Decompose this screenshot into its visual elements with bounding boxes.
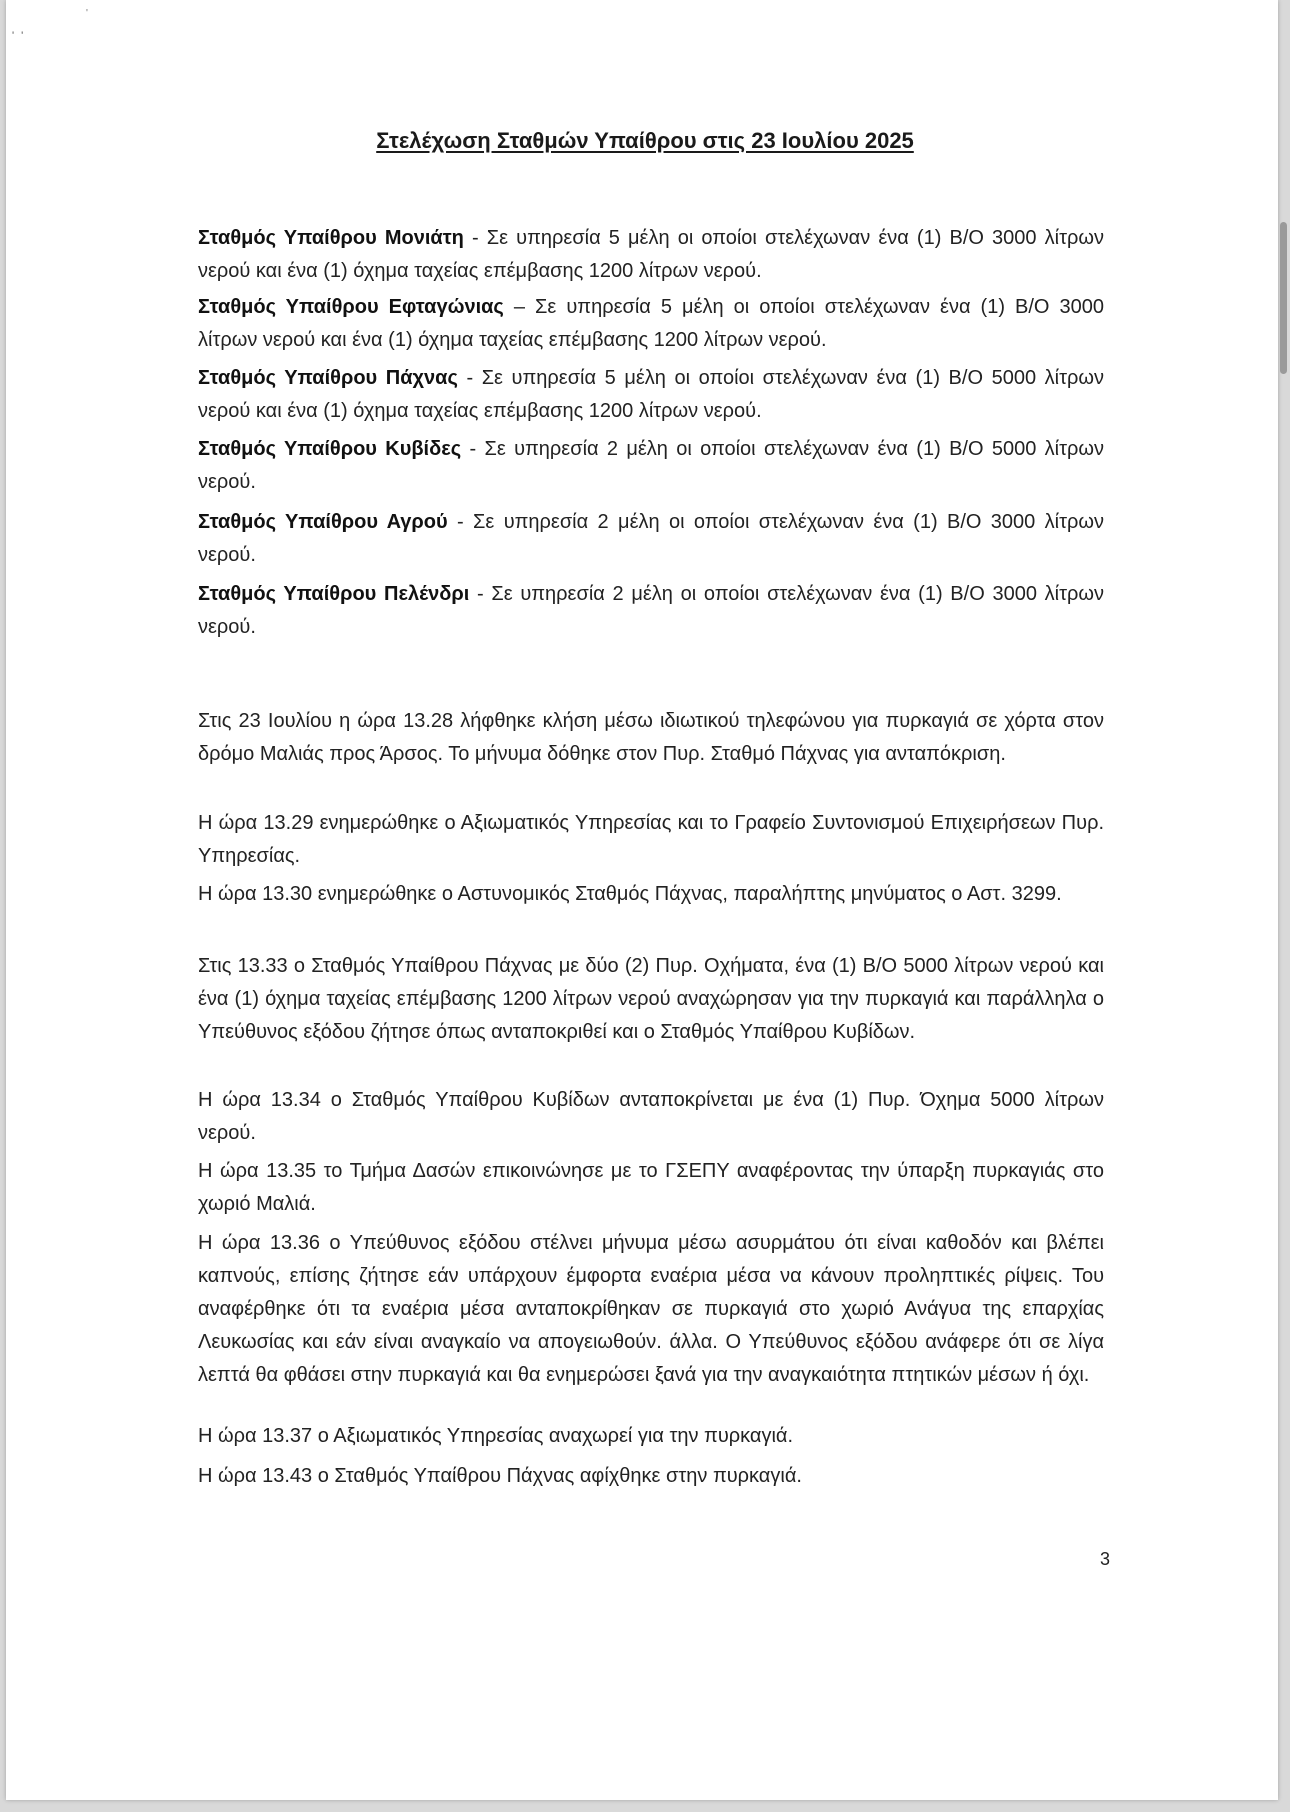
scrollbar[interactable] (1278, 0, 1290, 1812)
event-paragraph: Η ώρα 13.35 το Τμήμα Δασών επικοινώνησε με το ΓΣΕΠΥ αναφέροντας την ύπαρξη πυρκαγιάς στο χωριό Μαλιά. (198, 1160, 1104, 1215)
event-paragraph: Στις 13.33 ο Σταθμός Υπαίθρου Πάχνας με δύο (2) Πυρ. Οχήματα, ένα (1) Β/Ο 5000 λίτρων νερού και ένα (1) όχημα ταχείας επέμβασης 1200 λίτρων νερού αναχώρησαν για την πυρκαγιά και παράλληλα ο Υπεύθυνος εξόδου ζήτησε όπως ανταποκριθεί και ο Σταθμός Υπαίθρου Κυβίδων. (198, 955, 1104, 1043)
station-text: Σε υπηρεσία 5 μέλη οι οποίοι στελέχωναν ένα (1) Β/Ο 3000 λίτρων νερού και ένα (1) όχημα ταχείας επέμβασης 1200 λίτρων νερού. (198, 227, 1105, 282)
event-paragraph: Η ώρα 13.30 ενημερώθηκε ο Αστυνομικός Σταθμός Πάχνας, παραλήπτης μηνύματος ο Αστ. 3299. (198, 883, 1062, 905)
station-text: Σε υπηρεσία 2 μέλη οι οποίοι στελέχωναν ένα (1) Β/Ο 5000 λίτρων νερού. (198, 438, 1104, 493)
station-separator: - (469, 583, 492, 605)
station-text: Σε υπηρεσία 5 μέλη οι οποίοι στελέχωναν ένα (1) Β/Ο 3000 λίτρων νερού και ένα (1) όχημα ταχείας επέμβασης 1200 λίτρων νερού. (198, 296, 1105, 351)
page-number: 3 (1100, 1549, 1111, 1569)
station-text: Σε υπηρεσία 2 μέλη οι οποίοι στελέχωναν ένα (1) Β/Ο 3000 λίτρων νερού. (198, 511, 1104, 566)
station-paragraph-moniati (198, 222, 1104, 288)
event-paragraph: Η ώρα 13.34 ο Σταθμός Υπαίθρου Κυβίδων ανταποκρίνεται με ένα (1) Πυρ. Όχημα 5000 λίτρων νερού. (198, 1089, 1104, 1144)
station-paragraph-pelendri (198, 578, 1104, 644)
station-paragraph-agros (198, 506, 1104, 572)
scrollbar-thumb[interactable] (1280, 222, 1287, 374)
station-name: Σταθμός Υπαίθρου Αγρού (198, 511, 448, 533)
station-text: Σε υπηρεσία 2 μέλη οι οποίοι στελέχωναν ένα (1) Β/Ο 3000 λίτρων νερού. (198, 583, 1104, 638)
station-separator: - (447, 511, 474, 533)
event-paragraph: Η ώρα 13.43 ο Σταθμός Υπαίθρου Πάχνας αφίχθηκε στην πυρκαγιά. (198, 1465, 802, 1487)
station-name: Σταθμός Υπαίθρου Κυβίδες (198, 438, 462, 460)
scan-mark-top: ' (86, 8, 88, 19)
event-paragraph: Η ώρα 13.37 ο Αξιωματικός Υπηρεσίας αναχωρεί για την πυρκαγιά. (198, 1425, 794, 1447)
event-paragraph: Η ώρα 13.36 ο Υπεύθυνος εξόδου στέλνει μήνυμα μέσω ασυρμάτου ότι είναι καθοδόν και βλέπει καπνούς, επίσης ζήτησε εάν υπάρχουν έμφορτα εναέρια μέσα να κάνουν προληπτικές ρίψεις. Του αναφέρθηκε ότι τα εναέρια μέσα ανταποκρίθηκαν σε πυρκαγιά στο χωριό Ανάγυα της επαρχίας Λευκωσίας και εάν είναι αναγκαίο να απογειωθούν. άλλα. Ο Υπεύθυνος εξόδου ανάφερε ότι σε λίγα λεπτά θα φθάσει στην πυρκαγιά και θα ενημερώσει ξανά για την αναγκαιότητα πτητικών μέσων ή όχι. (198, 1232, 1104, 1386)
event-paragraph: Η ώρα 13.29 ενημερώθηκε ο Αξιωματικός Υπηρεσίας και το Γραφείο Συντονισμού Επιχειρήσεων Πυρ. Υπηρεσίας. (198, 812, 1104, 867)
station-separator: - (457, 367, 482, 389)
scan-marks: ' ' (12, 30, 26, 42)
station-separator: - (461, 438, 485, 460)
station-name: Σταθμός Υπαίθρου Πελένδρι (198, 583, 470, 605)
station-name: Σταθμός Υπαίθρου Πάχνας (198, 367, 458, 389)
station-name: Σταθμός Υπαίθρου Μονιάτη (198, 227, 464, 249)
document-title: Στελέχωση Σταθμών Υπαίθρου στις 23 Ιουλίου 2025 (376, 128, 914, 153)
station-name: Σταθμός Υπαίθρου Εφταγώνιας (198, 296, 504, 318)
station-paragraph-eftagonia (198, 291, 1104, 357)
station-separator: – (503, 296, 536, 318)
event-paragraph: Στις 23 Ιουλίου η ώρα 13.28 λήφθηκε κλήση μέσω ιδιωτικού τηλεφώνου για πυρκαγιά σε χόρτα στον δρόμο Μαλιάς προς Άρσος. Το μήνυμα δόθηκε στον Πυρ. Σταθμό Πάχνας για ανταπόκριση. (198, 710, 1104, 765)
station-text: Σε υπηρεσία 5 μέλη οι οποίοι στελέχωναν ένα (1) Β/Ο 5000 λίτρων νερού και ένα (1) όχημα ταχείας επέμβασης 1200 λίτρων νερού. (198, 367, 1105, 422)
station-paragraph-pachna (198, 362, 1104, 428)
station-separator: - (463, 227, 487, 249)
station-paragraph-kyvides (198, 433, 1104, 499)
